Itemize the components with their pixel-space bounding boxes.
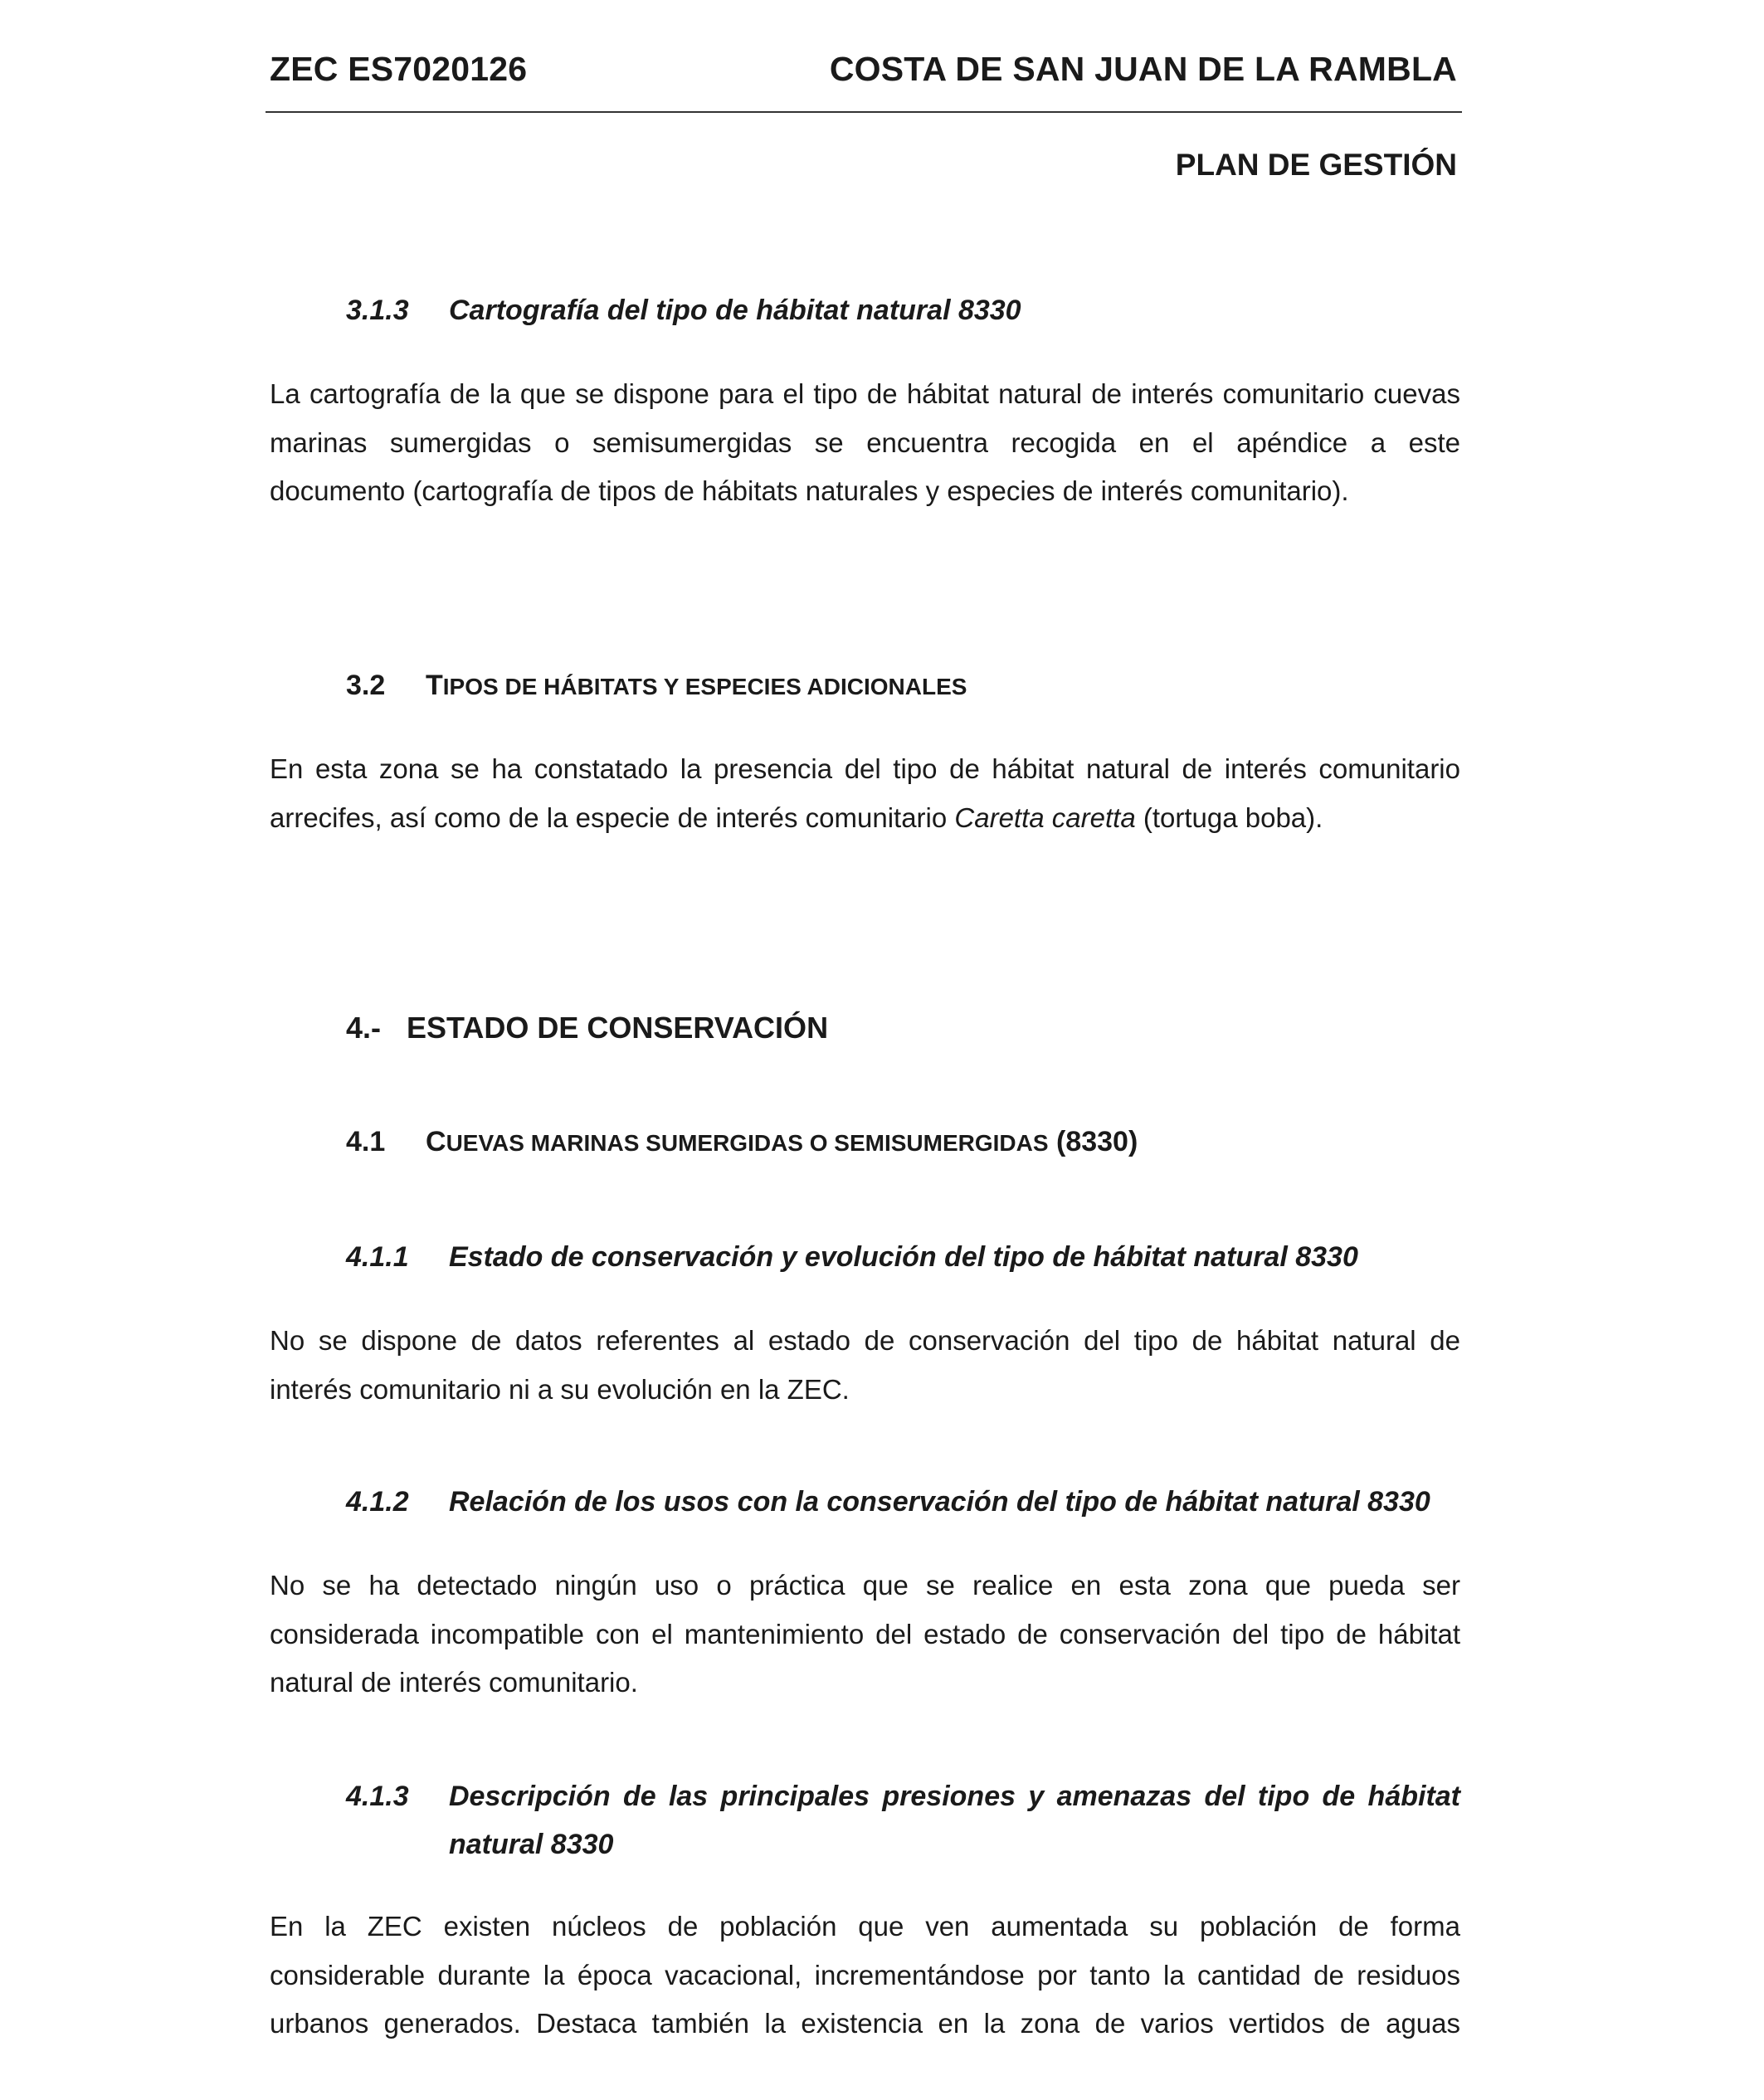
section-number: 4.-: [346, 1011, 382, 1045]
paragraph-3-2: [270, 745, 1460, 842]
section-number: 4.1.2: [346, 1486, 409, 1518]
paragraph-line: La cartografía de la que se dispone para el tipo de hábitat natural de interés comunitario cuevas: [270, 378, 1460, 409]
section-title: IPOS DE HÁBITATS Y ESPECIES ADICIONALES: [442, 674, 967, 699]
heading-4-1-1: [346, 1241, 1358, 1274]
section-title: UEVAS MARINAS SUMERGIDAS O SEMISUMERGIDAS: [446, 1130, 1049, 1156]
section-title: Relación de los usos con la conservación del tipo de hábitat natural 8330: [449, 1486, 1430, 1518]
paragraph-4-1-2: [270, 1562, 1460, 1708]
section-number: 4.1.1: [346, 1241, 409, 1273]
heading-4-1-2: [346, 1486, 1430, 1518]
text-run: arrecifes, así como de la especie de interés comunitario: [270, 802, 955, 833]
section-title: Estado de conservación y evolución del tipo de hábitat natural 8330: [449, 1241, 1358, 1273]
paragraph-line: [270, 794, 1460, 843]
paragraph-line: No se dispone de datos referentes al estado de conservación del tipo de hábitat natural de: [270, 1325, 1460, 1356]
section-title-initial: C: [426, 1126, 446, 1157]
paragraph-line: interés comunitario ni a su evolución en la ZEC.: [270, 1373, 850, 1405]
paragraph-line: En esta zona se ha constatado la presencia del tipo de hábitat natural de interés comunitario: [270, 753, 1460, 784]
paragraph-line: natural de interés comunitario.: [270, 1667, 638, 1698]
paragraph-line: documento (cartografía de tipos de hábitats naturales y especies de interés comunitario).: [270, 475, 1349, 506]
paragraph-line: marinas sumergidas o semisumergidas se encuentra recogida en el apéndice a este: [270, 426, 1460, 458]
section-number: 4.1: [346, 1126, 386, 1157]
paragraph-line: considerable durante la época vacacional, incrementándose por tanto la cantidad de residuos: [270, 1959, 1460, 1990]
document-site-name: COSTA DE SAN JUAN DE LA RAMBLA: [829, 50, 1457, 88]
document-code: ZEC ES7020126: [270, 50, 528, 88]
heading-3-1-3: [346, 295, 1021, 327]
section-number: 4.1.3: [346, 1781, 409, 1812]
heading-4: [346, 1011, 828, 1045]
heading-4-1-3: [346, 1772, 1460, 1869]
heading-4-1: [346, 1126, 1138, 1158]
section-title-initial: T: [426, 670, 443, 701]
paragraph-3-1-3: [270, 370, 1460, 516]
document-subtitle: PLAN DE GESTIÓN: [1175, 148, 1457, 182]
section-title: ESTADO DE CONSERVACIÓN: [407, 1011, 829, 1045]
species-name: Caretta caretta: [954, 802, 1136, 833]
heading-3-2: [346, 670, 967, 702]
section-number: 3.2: [346, 670, 386, 701]
section-title: Descripción de las principales presiones y amenazas del tipo de hábitat natural 8330: [449, 1781, 1460, 1860]
section-title: Cartografía del tipo de hábitat natural 8330: [449, 295, 1021, 326]
paragraph-4-1-1: [270, 1317, 1460, 1414]
paragraph-line: considerada incompatible con el mantenimiento del estado de conservación del tipo de hábitat: [270, 1618, 1460, 1649]
text-run: (tortuga boba).: [1135, 802, 1323, 833]
paragraph-line: urbanos generados. Destaca también la existencia en la zona de varios vertidos de aguas: [270, 2008, 1460, 2039]
paragraph-line: En la ZEC existen núcleos de población que ven aumentada su población de forma: [270, 1911, 1460, 1942]
section-title-code: (8330): [1048, 1126, 1138, 1157]
paragraph-line: No se ha detectado ningún uso o práctica que se realice en esta zona que pueda ser: [270, 1570, 1460, 1601]
header-divider: [266, 111, 1462, 113]
paragraph-4-1-3: [270, 1903, 1460, 2049]
section-number: 3.1.3: [346, 295, 409, 326]
